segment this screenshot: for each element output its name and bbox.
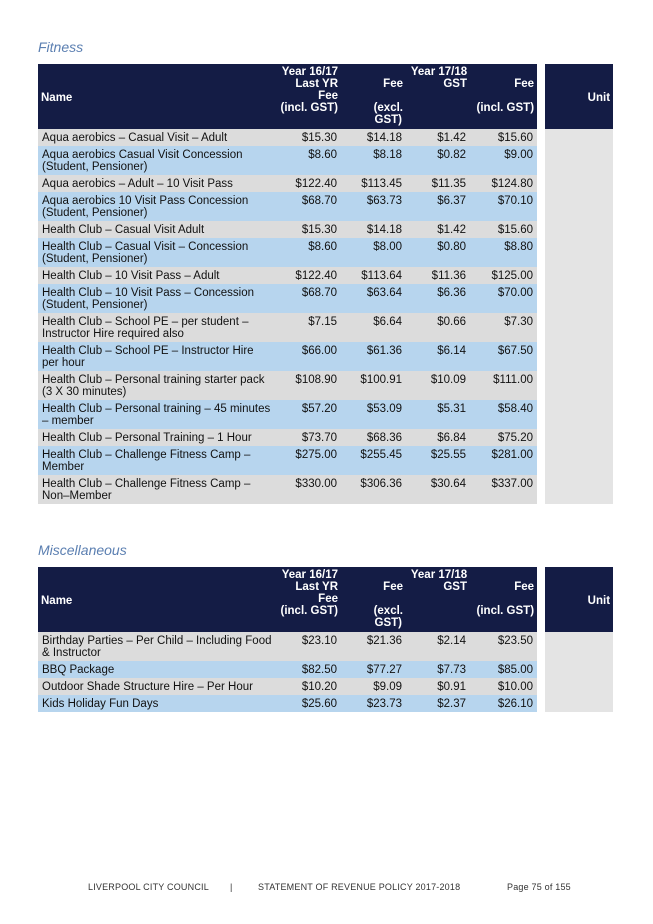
- row-unit: [545, 129, 613, 146]
- row-name: Health Club – Personal training starter pack (3 X 30 minutes): [38, 371, 276, 400]
- row-gst: $6.14: [406, 342, 470, 371]
- row-unit: [545, 661, 613, 678]
- row-name: Health Club – 10 Visit Pass – Adult: [38, 267, 276, 284]
- row-last-yr-fee: $275.00: [276, 446, 341, 475]
- row-name: Health Club – Casual Visit – Concession (Student, Pensioner): [38, 238, 276, 267]
- row-gst: $0.66: [406, 313, 470, 342]
- row-fee-excl-gst: $21.36: [341, 632, 406, 661]
- row-unit: [545, 429, 613, 446]
- row-unit: [545, 342, 613, 371]
- row-unit: [545, 695, 613, 712]
- row-fee-incl-gst: $337.00: [470, 475, 537, 504]
- row-unit: [545, 284, 613, 313]
- row-gap: [537, 678, 545, 695]
- row-gap: [537, 192, 545, 221]
- row-name: Health Club – Challenge Fitness Camp – Member: [38, 446, 276, 475]
- row-last-yr-fee: $73.70: [276, 429, 341, 446]
- row-fee-excl-gst: $255.45: [341, 446, 406, 475]
- row-last-yr-fee: $330.00: [276, 475, 341, 504]
- row-fee-excl-gst: $68.36: [341, 429, 406, 446]
- table-row: [38, 192, 613, 221]
- row-gap: [537, 446, 545, 475]
- row-fee-excl-gst: $14.18: [341, 129, 406, 146]
- row-fee-excl-gst: $306.36: [341, 475, 406, 504]
- row-gst: $6.84: [406, 429, 470, 446]
- row-gap: [537, 475, 545, 504]
- header-fee-incl-gst: Fee (incl. GST): [470, 581, 537, 632]
- row-last-yr-fee: $122.40: [276, 175, 341, 192]
- row-unit: [545, 475, 613, 504]
- row-fee-excl-gst: $77.27: [341, 661, 406, 678]
- row-name: Aqua aerobics Casual Visit Concession (Student, Pensioner): [38, 146, 276, 175]
- row-fee-excl-gst: $113.64: [341, 267, 406, 284]
- footer-page-number: Page 75 of 155: [507, 882, 571, 892]
- row-gst: $6.36: [406, 284, 470, 313]
- row-gst: $30.64: [406, 475, 470, 504]
- row-gst: $2.14: [406, 632, 470, 661]
- row-gst: $10.09: [406, 371, 470, 400]
- row-gap: [537, 342, 545, 371]
- row-last-yr-fee: $122.40: [276, 267, 341, 284]
- row-last-yr-fee: $15.30: [276, 129, 341, 146]
- row-last-yr-fee: $15.30: [276, 221, 341, 238]
- row-fee-incl-gst: $23.50: [470, 632, 537, 661]
- row-name: Health Club – Challenge Fitness Camp – Non–Member: [38, 475, 276, 504]
- row-name: Health Club – Personal training – 45 minutes – member: [38, 400, 276, 429]
- row-fee-excl-gst: $14.18: [341, 221, 406, 238]
- row-last-yr-fee: $25.60: [276, 695, 341, 712]
- row-gap: [537, 632, 545, 661]
- row-last-yr-fee: $57.20: [276, 400, 341, 429]
- table-row: [38, 313, 613, 342]
- header-year-17-18: Year 17/18: [341, 567, 537, 581]
- row-fee-incl-gst: $67.50: [470, 342, 537, 371]
- header-gst: GST: [406, 78, 470, 129]
- header-gst: GST: [406, 581, 470, 632]
- row-name: Health Club – School PE – Instructor Hire per hour: [38, 342, 276, 371]
- row-name: Birthday Parties – Per Child – Including Food & Instructor: [38, 632, 276, 661]
- row-gst: $0.91: [406, 678, 470, 695]
- row-name: Outdoor Shade Structure Hire – Per Hour: [38, 678, 276, 695]
- row-last-yr-fee: $7.15: [276, 313, 341, 342]
- row-gap: [537, 313, 545, 342]
- header-year-16-17: Year 16/17: [276, 64, 341, 78]
- header-year-17-18: Year 17/18: [341, 64, 537, 78]
- row-gst: $7.73: [406, 661, 470, 678]
- row-name: Aqua aerobics – Casual Visit – Adult: [38, 129, 276, 146]
- table-row: [38, 221, 613, 238]
- row-fee-incl-gst: $7.30: [470, 313, 537, 342]
- row-name: Aqua aerobics – Adult – 10 Visit Pass: [38, 175, 276, 192]
- table-row: [38, 129, 613, 146]
- row-fee-incl-gst: $281.00: [470, 446, 537, 475]
- row-fee-incl-gst: $8.80: [470, 238, 537, 267]
- row-name: BBQ Package: [38, 661, 276, 678]
- row-name: Aqua aerobics 10 Visit Pass Concession (Student, Pensioner): [38, 192, 276, 221]
- row-name: Health Club – Personal Training – 1 Hour: [38, 429, 276, 446]
- row-gap: [537, 175, 545, 192]
- row-unit: [545, 371, 613, 400]
- header-unit: Unit: [545, 567, 613, 632]
- row-gap: [537, 238, 545, 267]
- header-last-yr-fee: Last YR Fee (incl. GST): [276, 78, 341, 129]
- section-title-fitness: Fitness: [38, 39, 84, 55]
- row-last-yr-fee: $68.70: [276, 284, 341, 313]
- row-fee-excl-gst: $8.00: [341, 238, 406, 267]
- footer-document-title: STATEMENT OF REVENUE POLICY 2017-2018: [258, 882, 461, 892]
- row-unit: [545, 446, 613, 475]
- row-unit: [545, 192, 613, 221]
- row-unit: [545, 221, 613, 238]
- row-last-yr-fee: $23.10: [276, 632, 341, 661]
- row-fee-incl-gst: $70.00: [470, 284, 537, 313]
- row-fee-incl-gst: $15.60: [470, 221, 537, 238]
- row-fee-excl-gst: $63.73: [341, 192, 406, 221]
- header-gap: [537, 567, 545, 632]
- row-name: Health Club – Casual Visit Adult: [38, 221, 276, 238]
- row-gst: $0.82: [406, 146, 470, 175]
- row-fee-incl-gst: $70.10: [470, 192, 537, 221]
- table-row: [38, 175, 613, 192]
- row-gap: [537, 146, 545, 175]
- header-gap: [537, 64, 545, 129]
- row-fee-incl-gst: $85.00: [470, 661, 537, 678]
- row-unit: [545, 678, 613, 695]
- row-fee-excl-gst: $113.45: [341, 175, 406, 192]
- footer-org: LIVERPOOL CITY COUNCIL: [88, 882, 209, 892]
- row-unit: [545, 146, 613, 175]
- row-gap: [537, 400, 545, 429]
- row-fee-excl-gst: $63.64: [341, 284, 406, 313]
- row-fee-incl-gst: $124.80: [470, 175, 537, 192]
- table-row: [38, 429, 613, 446]
- fitness-fees-table: [38, 64, 613, 504]
- header-name: Name: [38, 64, 276, 129]
- row-gap: [537, 429, 545, 446]
- table-row: [38, 400, 613, 429]
- row-gst: $25.55: [406, 446, 470, 475]
- row-gap: [537, 284, 545, 313]
- row-fee-incl-gst: $75.20: [470, 429, 537, 446]
- header-name: Name: [38, 567, 276, 632]
- header-fee-excl-gst: Fee (excl. GST): [341, 78, 406, 129]
- row-fee-excl-gst: $100.91: [341, 371, 406, 400]
- header-fee-incl-gst: Fee (incl. GST): [470, 78, 537, 129]
- row-fee-incl-gst: $15.60: [470, 129, 537, 146]
- section-title-miscellaneous: Miscellaneous: [38, 542, 127, 558]
- row-gst: $1.42: [406, 221, 470, 238]
- row-fee-incl-gst: $10.00: [470, 678, 537, 695]
- row-unit: [545, 175, 613, 192]
- row-unit: [545, 267, 613, 284]
- table-row: [38, 267, 613, 284]
- row-last-yr-fee: $8.60: [276, 238, 341, 267]
- row-gap: [537, 695, 545, 712]
- row-gap: [537, 661, 545, 678]
- row-last-yr-fee: $68.70: [276, 192, 341, 221]
- row-gap: [537, 267, 545, 284]
- header-unit: Unit: [545, 64, 613, 129]
- table-row: [38, 238, 613, 267]
- row-unit: [545, 632, 613, 661]
- row-fee-excl-gst: $53.09: [341, 400, 406, 429]
- row-gap: [537, 371, 545, 400]
- row-fee-incl-gst: $111.00: [470, 371, 537, 400]
- table-row: [38, 632, 613, 661]
- table-row: [38, 475, 613, 504]
- table-header: [38, 64, 613, 129]
- row-gst: $1.42: [406, 129, 470, 146]
- row-fee-incl-gst: $9.00: [470, 146, 537, 175]
- header-year-16-17: Year 16/17: [276, 567, 341, 581]
- row-gst: $11.36: [406, 267, 470, 284]
- row-gst: $2.37: [406, 695, 470, 712]
- row-unit: [545, 238, 613, 267]
- row-last-yr-fee: $8.60: [276, 146, 341, 175]
- table-row: [38, 342, 613, 371]
- row-name: Kids Holiday Fun Days: [38, 695, 276, 712]
- row-fee-incl-gst: $26.10: [470, 695, 537, 712]
- header-fee-excl-gst: Fee (excl. GST): [341, 581, 406, 632]
- table-row: [38, 678, 613, 695]
- row-fee-excl-gst: $61.36: [341, 342, 406, 371]
- row-gap: [537, 221, 545, 238]
- row-gst: $0.80: [406, 238, 470, 267]
- table-row: [38, 371, 613, 400]
- row-last-yr-fee: $82.50: [276, 661, 341, 678]
- table-header: [38, 567, 613, 632]
- row-last-yr-fee: $10.20: [276, 678, 341, 695]
- row-gst: $5.31: [406, 400, 470, 429]
- row-fee-excl-gst: $8.18: [341, 146, 406, 175]
- row-name: Health Club – School PE – per student – Instructor Hire required also: [38, 313, 276, 342]
- row-fee-excl-gst: $9.09: [341, 678, 406, 695]
- row-fee-incl-gst: $58.40: [470, 400, 537, 429]
- row-fee-incl-gst: $125.00: [470, 267, 537, 284]
- table-row: [38, 446, 613, 475]
- row-gap: [537, 129, 545, 146]
- row-unit: [545, 313, 613, 342]
- table-row: [38, 146, 613, 175]
- row-fee-excl-gst: $6.64: [341, 313, 406, 342]
- row-gst: $11.35: [406, 175, 470, 192]
- table-row: [38, 695, 613, 712]
- row-fee-excl-gst: $23.73: [341, 695, 406, 712]
- table-row: [38, 661, 613, 678]
- table-row: [38, 284, 613, 313]
- miscellaneous-fees-table: [38, 567, 613, 712]
- row-unit: [545, 400, 613, 429]
- row-name: Health Club – 10 Visit Pass – Concession (Student, Pensioner): [38, 284, 276, 313]
- row-last-yr-fee: $66.00: [276, 342, 341, 371]
- footer-separator: |: [230, 882, 233, 892]
- row-gst: $6.37: [406, 192, 470, 221]
- row-last-yr-fee: $108.90: [276, 371, 341, 400]
- header-last-yr-fee: Last YR Fee (incl. GST): [276, 581, 341, 632]
